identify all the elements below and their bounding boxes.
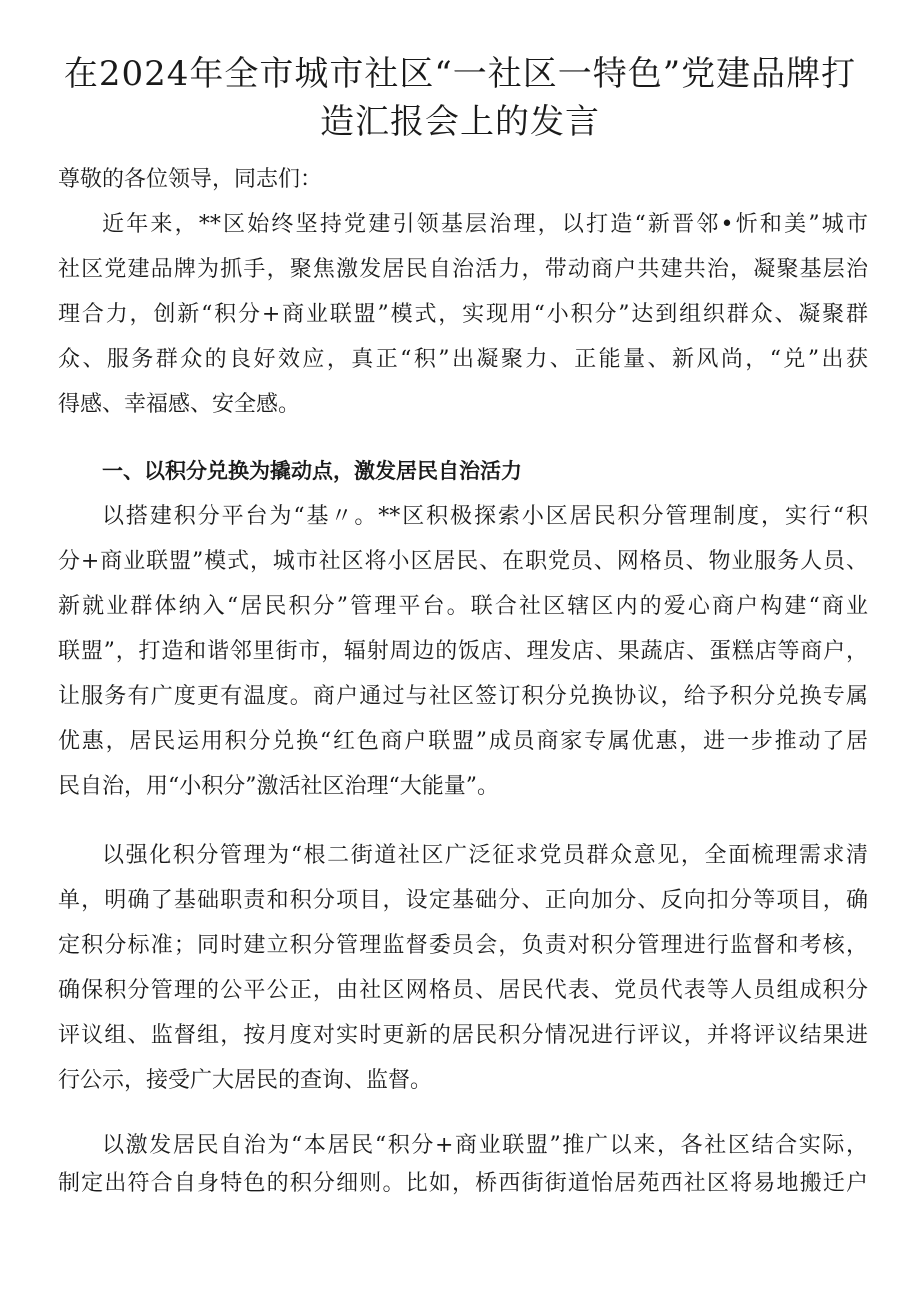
salutation-text: 尊敬的各位领导，同志们： (58, 167, 323, 192)
intro-line: 理合力，创新“积分+商业联盟”模式，实现用“小积分”达到组织群众、凝聚群 (58, 302, 868, 327)
intro-line: 众、服务群众的良好效应，真正“积”出凝聚力、正能量、新风尚，“兑”出获 (58, 347, 868, 372)
intro-line: 近年来，**区始终坚持党建引领基层治理，以打造“新晋邻•忻和美”城市 (102, 212, 868, 237)
paragraph-line: 单，明确了基础职责和积分项目，设定基础分、正向加分、反向扣分等项目，确 (58, 888, 868, 913)
paragraph-line: 民自治，用“小积分”激活社区治理“大能量”。 (58, 774, 499, 799)
intro-paragraph (58, 202, 868, 427)
intro-line: 得感、幸福感、安全感。 (58, 392, 301, 417)
title-line-1: 在2024年全市城市社区“一社区一特色”党建品牌打 (63, 54, 857, 94)
paragraph-line: 评议组、监督组，按月度对实时更新的居民积分情况进行评议，并将评议结果进 (58, 1023, 868, 1048)
paragraph-line: 联盟”，打造和谐邻里街市，辐射周边的饭店、理发店、果蔬店、蛋糕店等商户， (58, 639, 868, 664)
paragraph-line: 优惠，居民运用积分兑换“红色商户联盟”成员商家专属优惠，进一步推动了居 (58, 729, 868, 754)
intro-line: 社区党建品牌为抓手，聚焦激发居民自治活力，带动商户共建共治，凝聚基层治 (58, 257, 868, 282)
paragraph-line: 行公示，接受广大居民的查询、监督。 (58, 1068, 433, 1093)
paragraph-line: 确保积分管理的公平公正，由社区网格员、居民代表、党员代表等人员组成积分 (58, 978, 868, 1003)
paragraph-line: 让服务有广度更有温度。商户通过与社区签订积分兑换协议，给予积分兑换专属 (58, 684, 868, 709)
section-heading: 一、以积分兑换为撬动点，激发居民自治活力 (102, 459, 522, 483)
paragraph-line: 以强化积分管理为“根二街道社区广泛征求党员群众意见，全面梳理需求清 (102, 843, 868, 868)
paragraph-line: 以激发居民自治为“本居民“积分+商业联盟”推广以来，各社区结合实际， (102, 1133, 868, 1158)
paragraph-line: 以搭建积分平台为“基〃。**区积极探索小区居民积分管理制度，实行“积 (102, 504, 868, 529)
document-title (40, 50, 880, 146)
title-line-2: 造汇报会上的发言 (320, 102, 600, 142)
paragraph-platform (58, 494, 868, 809)
paragraph-line: 定积分标准；同时建立积分管理监督委员会，负责对积分管理进行监督和考核， (58, 933, 868, 958)
paragraph-autonomy (58, 1127, 868, 1203)
paragraph-management (58, 833, 868, 1103)
paragraph-line: 分+商业联盟”模式，城市社区将小区居民、在职党员、网格员、物业服务人员、 (58, 549, 868, 574)
paragraph-line: 新就业群体纳入“居民积分”管理平台。联合社区辖区内的爱心商户构建“商业 (58, 594, 868, 619)
paragraph-line: 制定出符合自身特色的积分细则。比如，桥西街街道怡居苑西社区将易地搬迁户 (58, 1171, 868, 1196)
salutation (58, 157, 868, 202)
